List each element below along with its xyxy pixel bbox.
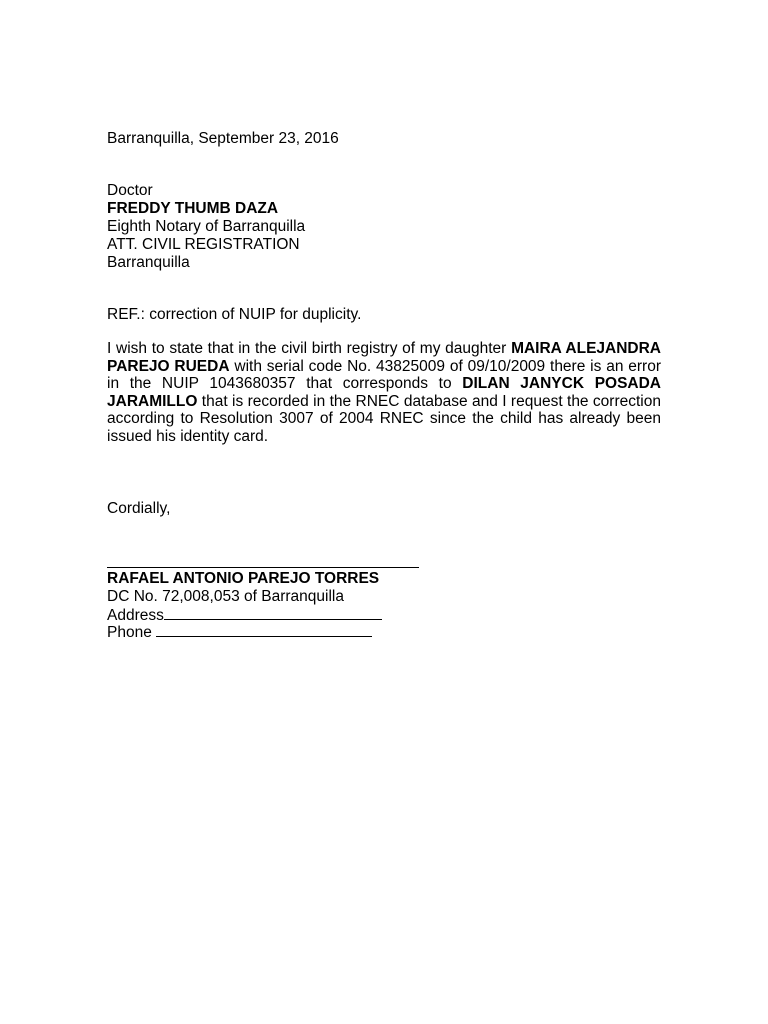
signer-id: DC No. 72,008,053 of Barranquilla <box>107 588 344 605</box>
phone-label: Phone <box>107 624 157 641</box>
recipient-city: Barranquilla <box>107 254 190 271</box>
phone-blank <box>156 622 372 637</box>
signer-name: RAFAEL ANTONIO PAREJO TORRES <box>107 570 380 587</box>
address-blank <box>164 605 382 620</box>
body-part-2: with serial code No. 43825009 of 09/10/2009 there is an error in the NUIP 1043680357 that corresponds to <box>107 357 661 393</box>
reference-line: REF.: correction of NUIP for duplicity. <box>107 306 362 323</box>
address-label: Address <box>107 607 164 624</box>
recipient-name: FREDDY THUMB DAZA <box>107 200 279 217</box>
phone-row <box>107 622 372 642</box>
place-date: Barranquilla, September 23, 2016 <box>107 130 339 147</box>
body-part-3: that is recorded in the RNEC database and I request the correction according to Resolution 3007 of 2004 RNEC since the child has already been issued his identity card. <box>107 392 661 445</box>
daughter-name: MAIRA ALEJANDRA PAREJO RUEDA <box>107 340 662 375</box>
other-child-name: DILAN JANYCK POSADA JARAMILLO <box>107 375 662 410</box>
body-part-1: I wish to state that in the civil birth registry of my daughter <box>107 340 512 357</box>
closing: Cordially, <box>107 500 171 517</box>
recipient-position: Eighth Notary of Barranquilla <box>107 218 306 235</box>
recipient-salutation: Doctor <box>107 182 153 199</box>
recipient-attention: ATT. CIVIL REGISTRATION <box>107 236 300 253</box>
signature-line <box>107 567 419 568</box>
letter-body <box>107 340 661 446</box>
